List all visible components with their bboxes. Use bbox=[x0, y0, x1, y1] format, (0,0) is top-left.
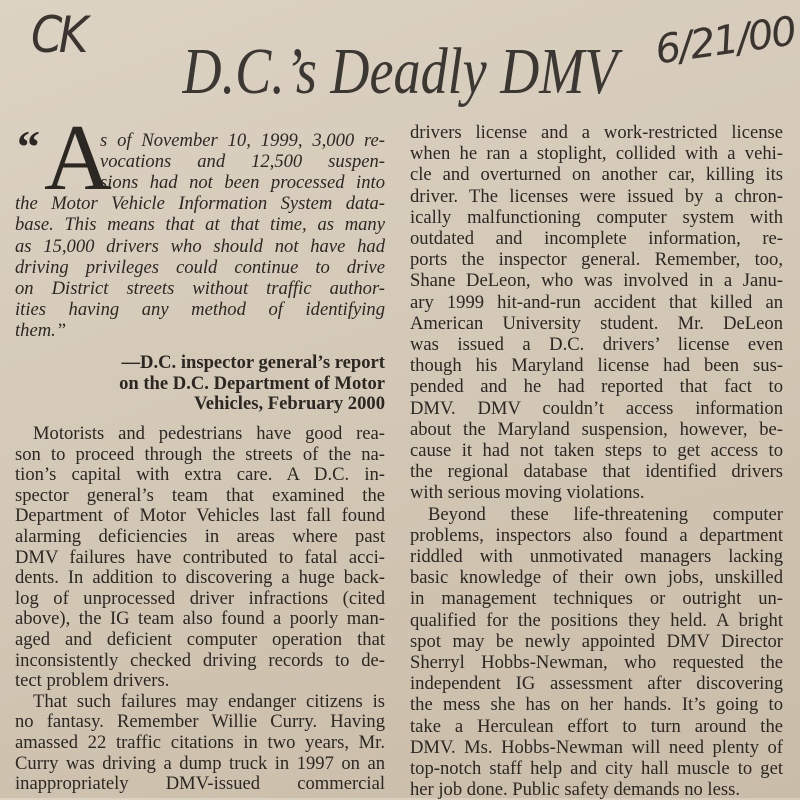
body-line: the regional database that identified drivers bbox=[410, 461, 783, 483]
quote-line: s of November 10, 1999, 3,000 re- bbox=[100, 130, 385, 151]
open-quote-mark: “ bbox=[17, 121, 40, 172]
body-line: no fantasy. Remember Willie Curry. Having bbox=[15, 711, 385, 733]
body-line: basic knowledge of their own jobs, unskilled bbox=[410, 567, 783, 589]
quote-line: vocations and 12,500 suspen- bbox=[100, 151, 385, 173]
body-line: independent IG assessment after discovering bbox=[410, 673, 783, 695]
body-line: DMV. DMV couldn’t access information bbox=[410, 397, 783, 419]
body-line: Shane DeLeon, who was involved in a Janu- bbox=[410, 270, 783, 292]
body-line: problems, inspectors also found a department bbox=[410, 524, 783, 546]
body-line: drivers license and a work-restricted license bbox=[410, 122, 783, 143]
body-line: top-notch staff help and city hall muscle to get bbox=[410, 758, 783, 779]
body-line: cause it had not taken steps to get access to bbox=[410, 440, 783, 461]
body-line: tion’s capital with extra care. A D.C. in- bbox=[15, 464, 385, 486]
body-line: Department of Motor Vehicles last fall found bbox=[15, 505, 385, 527]
body-line: was issued a D.C. drivers’ license even bbox=[410, 334, 783, 355]
body-line: Curry was driving a dump truck in 1997 on an bbox=[15, 752, 385, 774]
body-line: about the Maryland suspension, however, be- bbox=[410, 418, 783, 440]
body-line: spot may be newly appointed DMV Director bbox=[410, 630, 783, 652]
body-line: dents. In addition to discovering a huge back- bbox=[15, 567, 385, 589]
handwritten-date: 6/21/00 bbox=[652, 8, 798, 74]
quote-line: sions had not been processed into bbox=[100, 172, 385, 194]
body-line: spector general’s team that examined the bbox=[15, 484, 385, 506]
headline: D.C.’s Deadly DMV bbox=[182, 35, 618, 108]
attribution-line: Vehicles, February 2000 bbox=[194, 393, 385, 415]
body-line: ary 1999 hit-and-run accident that killed an bbox=[410, 291, 783, 313]
attribution-line: on the D.C. Department of Motor bbox=[119, 372, 385, 394]
body-line: inconsistently checked driving records to de- bbox=[15, 649, 385, 671]
body-line: ports the inspector general. Remember, too, bbox=[410, 249, 783, 271]
body-line: aged and deficient computer operation that bbox=[15, 629, 385, 650]
body-line: amassed 22 traffic citations in two years, Mr. bbox=[15, 732, 385, 753]
body-line: That such failures may endanger citizens is bbox=[33, 690, 385, 712]
body-line: DMV failures have contributed to fatal acci- bbox=[15, 546, 385, 568]
body-line: ically malfunctioning computer system with bbox=[410, 206, 783, 228]
quote-line: driving privileges could continue to drive bbox=[15, 256, 385, 278]
body-line: riddled with unmotivated managers lacking bbox=[410, 546, 783, 567]
body-line: tect problem drivers. bbox=[15, 670, 170, 692]
body-line: alarming deficiencies in areas where past bbox=[15, 526, 385, 547]
body-line: take a Herculean effort to turn around the bbox=[410, 715, 783, 737]
quote-line: the Motor Vehicle Information System data- bbox=[15, 193, 385, 215]
body-line: Beyond these life-threatening computer bbox=[428, 503, 783, 525]
body-line: in management techniques or outright un- bbox=[410, 588, 783, 610]
body-line: Motorists and pedestrians have good rea- bbox=[33, 423, 385, 444]
body-line: her job done. Public safety demands no less. bbox=[410, 779, 740, 800]
body-line: American University student. Mr. DeLeon bbox=[410, 312, 783, 334]
quote-line: base. This means that at that time, as many bbox=[15, 214, 385, 236]
attribution-line: —D.C. inspector general’s report bbox=[121, 352, 385, 373]
body-line: Sherryl Hobbs-Newman, who requested the bbox=[410, 652, 783, 673]
body-line: inappropriately DMV-issued commercial bbox=[15, 773, 385, 795]
body-line: DMV. Ms. Hobbs-Newman will need plenty of bbox=[410, 736, 783, 758]
quote-line: them.” bbox=[15, 319, 67, 341]
body-line: cle and overturned on another car, killing its bbox=[410, 164, 783, 186]
body-line: log of unprocessed driver infractions (cited bbox=[15, 587, 385, 609]
body-line: pended and he had reported that fact to bbox=[410, 376, 783, 398]
body-line: outdated and incomplete information, re- bbox=[410, 228, 783, 249]
body-line: driver. The licenses were issued by a chron- bbox=[410, 185, 783, 207]
body-line: when he ran a stoplight, collided with a vehi- bbox=[410, 143, 783, 165]
body-line: son to proceed through the streets of the na- bbox=[15, 443, 385, 465]
drop-cap: A bbox=[44, 106, 112, 210]
body-line: the mess she has on her hands. It’s going to bbox=[410, 694, 783, 716]
body-line: qualified for the positions they held. A bright bbox=[410, 609, 783, 631]
body-line: with serious moving violations. bbox=[410, 482, 645, 504]
handwritten-initials: CK bbox=[30, 6, 85, 64]
quote-line: on District streets without traffic author- bbox=[15, 277, 385, 299]
body-line: above), the IG team also found a poorly man- bbox=[15, 608, 385, 630]
body-line: though his Maryland license had been sus- bbox=[410, 355, 783, 377]
quote-line: ities having any method of identifying bbox=[15, 298, 385, 320]
quote-line: as 15,000 drivers who should not have had bbox=[15, 235, 385, 257]
